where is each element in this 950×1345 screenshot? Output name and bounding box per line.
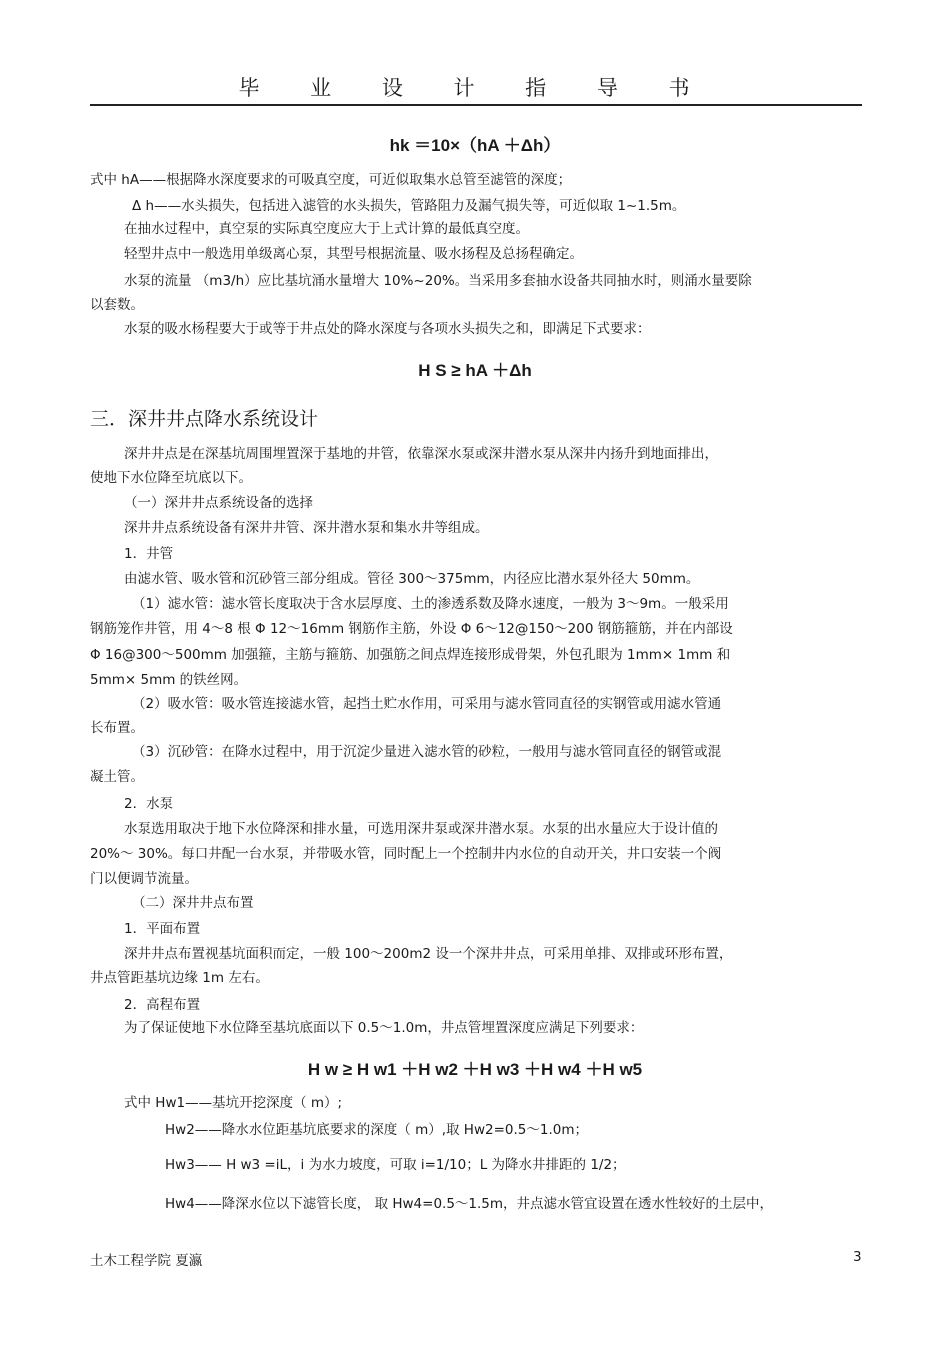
line-6: 以套数。 [90, 297, 144, 313]
header-rule [90, 104, 862, 106]
page-header-title: 毕 业 设 计 指 导 书 [238, 76, 712, 100]
subheading: 2．水泵 [124, 796, 174, 812]
para-line: （2）吸水管：吸水管连接滤水管，起挡土贮水作用，可采用与滤水管同直径的实钢管或用滤水管通 [132, 696, 722, 712]
para-line: 为了保证使地下水位降至基坑底面以下 0.5～1.0m，井点管埋置深度应满足下列要求： [124, 1020, 644, 1036]
para-line: 凝土管。 [90, 769, 144, 785]
formula-suction-lift: H S ≥ hA ＋Δh [418, 361, 532, 380]
definition-line: Hw2——降水水位距基坑底要求的深度（ m）,取 Hw2=0.5～1.0m； [165, 1122, 588, 1138]
para-line: （3）沉砂管：在降水过程中，用于沉淀少量进入滤水管的砂粒，一般用与滤水管同直径的钢管或混 [132, 744, 722, 760]
para-line: Φ 16@300～500mm 加强箍，主筋与箍筋、加强筋之间点焊连接形成骨架，外包孔眼为 1mm× 1mm 和 [90, 647, 731, 663]
para-line: （1）滤水管：滤水管长度取决于含水层厚度、土的渗透系数及降水速度，一般为 3～9m。一般采用 [132, 596, 729, 612]
line-2: Δ h——水头损失，包括进入滤管的水头损失，管路阻力及漏气损失等，可近似取 1~1.5m。 [132, 198, 686, 214]
subheading: 2．高程布置 [124, 997, 201, 1013]
para-line: 井点管距基坑边缘 1m 左右。 [90, 970, 269, 986]
para-line: 由滤水管、吸水管和沉砂管三部分组成。管径 300～375mm，内径应比潜水泵外径大 50mm。 [124, 571, 700, 587]
footer-author: 土木工程学院 夏瀛 [90, 1253, 203, 1269]
line-1: 式中 hA——根据降水深度要求的可吸真空度，可近似取集水总管至滤管的深度； [90, 172, 572, 188]
definition-line: Hw3—— H w3 =iL，i 为水力坡度，可取 i=1/10；L 为降水井排距的 1/2； [165, 1157, 626, 1173]
line-3: 在抽水过程中，真空泵的实际真空度应大于上式计算的最低真空度。 [124, 221, 529, 237]
para-line: 钢筋笼作井管，用 4～8 根 Φ 12～16mm 钢筋作主筋，外设 Φ 6～12@150～200 钢筋箍筋，并在内部设 [90, 621, 733, 637]
formula-well-depth: H w ≥ H w1 ＋H w2 ＋H w3 ＋H w4 ＋H w5 [307, 1060, 643, 1079]
para-line: 水泵选用取决于地下水位降深和排水量，可选用深井泵或深井潜水泵。水泵的出水量应大于设计值的 [124, 821, 718, 837]
para-line: 20%～ 30%。每口井配一台水泵，并带吸水管，同时配上一个控制井内水位的自动开关，井口安装一个阀 [90, 846, 722, 862]
para-line: 长布置。 [90, 720, 144, 736]
definition-line: 式中 Hw1——基坑开挖深度（ m）; [124, 1095, 343, 1111]
line-5: 水泵的流量 （m3/h）应比基坑涌水量增大 10%~20%。当采用多套抽水设备共同抽水时，则涌水量要除 [124, 273, 752, 289]
subheading: 1．平面布置 [124, 921, 201, 937]
para-line: 5mm× 5mm 的铁丝网。 [90, 672, 248, 688]
section-heading: 三．深井井点降水系统设计 [90, 408, 319, 430]
line-4: 轻型井点中一般选用单级离心泵，其型号根据流量、吸水扬程及总扬程确定。 [124, 246, 583, 262]
para-line: 深井井点系统设备有深井井管、深井潜水泵和集水井等组成。 [124, 520, 489, 536]
para-line: 深井井点是在深基坑周围埋置深于基地的井管，依靠深水泵或深井潜水泵从深井内扬升到地面排出， [124, 446, 718, 462]
subheading: 1．井管 [124, 546, 174, 562]
para-line: 深井井点布置视基坑面积而定，一般 100～200m2 设一个深井井点，可采用单排、双排或环形布置， [124, 946, 733, 962]
para-line: 使地下水位降至坑底以下。 [90, 470, 252, 486]
subheading: （一）深井井点系统设备的选择 [124, 495, 313, 511]
para-line: 门以便调节流量。 [90, 871, 198, 887]
page-number: 3 [853, 1249, 862, 1265]
line-7: 水泵的吸水杨程要大于或等于井点处的降水深度与各项水头损失之和，即满足下式要求： [124, 321, 651, 337]
formula-vacuum: hk ＝10×（hA ＋Δh） [389, 136, 561, 155]
subheading: （二）深井井点布置 [132, 895, 254, 911]
definition-line: Hw4——降深水位以下滤管长度， 取 Hw4=0.5～1.5m，井点滤水管宜设置在透水性较好的土层中， [165, 1196, 774, 1212]
